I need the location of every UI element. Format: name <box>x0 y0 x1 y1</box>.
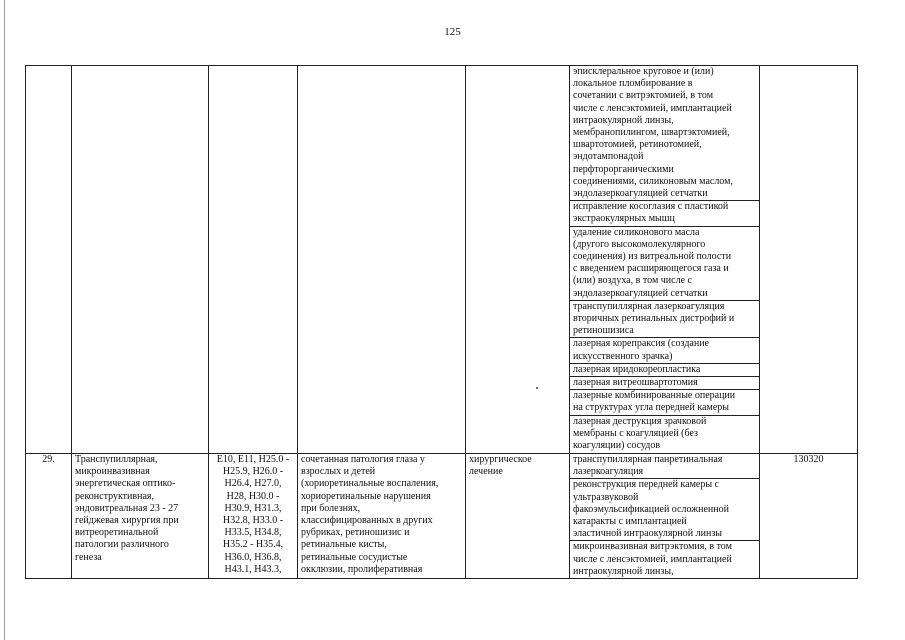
method-item: лазерная корепраксия (создание искусственного зрачка) <box>570 338 759 363</box>
treatment-type: хирургическое лечение <box>466 454 570 579</box>
method-item: лазерная иридокореопластика <box>570 364 759 377</box>
page-number: 125 <box>444 26 461 38</box>
patient-model: сочетанная патология глаза у взрослых и детей (хориоретинальные воспаления, хориоретинальные нарушения при болезнях, классифицированных в других рубриках, ретиношизис и ретинальные кисты, ретинальные сосудистые окклюзии, пролиферативная <box>298 454 466 579</box>
page-edge-rule <box>4 0 5 640</box>
cell-patient-model-empty <box>298 66 466 454</box>
cell-number-empty <box>26 66 72 454</box>
cell-icd-empty <box>209 66 298 454</box>
method-item: лазерные комбинированные операции на структурах угла передней камеры <box>570 390 759 415</box>
method-item: реконструкция передней камеры с ультразвуковой факоэмульсификацией осложненной катаракты с имплантацией эластичной интраокулярной линзы <box>570 479 759 541</box>
cell-price-empty <box>760 66 858 454</box>
row-number: 29. <box>26 454 72 579</box>
cell-treatment-empty <box>466 66 570 454</box>
method-item: лазерная деструкция зрачковой мембраны с коагуляцией (без коагуляции) сосудов <box>573 415 707 452</box>
method-item: удаление силиконового масла (другого высокомолекулярного соединения) из витреальной полости с введением расширяющегося газа и (или) воздуха, в том числе с эндолазеркоагуляцией сетчатки <box>570 227 759 301</box>
procedure-name: Транспупиллярная, микроинвазивная энергетическая оптико- реконструктивная, эндовитреальная 23 - 27 гейджевая хирургия при витреоретинальной патологии различного генеза <box>72 454 209 579</box>
method-item: эписклеральное круговое и (или) локальное пломбирование в сочетании с витрэктомией, в том числе с ленсэктомией, имплантацией интраокулярной линзы, мембранопилингом, швартэктомией, швартотомией, ретинотомией, эндотампонадой перфторорганическими соединениями, силиконовым маслом, эндолазеркоагуляцией сетчатки <box>570 66 759 201</box>
method-item: транспупиллярная лазеркоагуляция вторичных ретинальных дистрофий и ретиношизиса <box>570 301 759 339</box>
cell-methods-29 <box>570 454 760 579</box>
cell-name-empty <box>72 66 209 454</box>
table-row-29 <box>26 454 858 579</box>
cell-methods-continued <box>570 66 760 454</box>
table-row-continued <box>26 66 858 454</box>
icd-codes: E10, E11, H25.0 - H25.9, H26.0 - H26.4, H27.0, H28, H30.0 - H30.9, H31.3, H32.8, H33.0 - H33.5, H34.8, H35.2 - H35.4, H36.0, H36.8, H43.1, H43.3, <box>209 454 298 579</box>
stray-dot <box>536 387 538 389</box>
method-item: микроинвазивная витрэктомия, в том числе с ленсэктомией, имплантацией интраокулярной линзы, <box>573 541 732 577</box>
price-value: 130320 <box>760 454 858 579</box>
procedures-table <box>25 65 858 579</box>
method-item: лазерная витреошвартотомия <box>570 377 759 390</box>
method-item: транспупиллярная панретинальная лазеркоагуляция <box>570 454 759 479</box>
method-item: исправление косоглазия с пластикой экстраокулярных мышц <box>570 201 759 226</box>
